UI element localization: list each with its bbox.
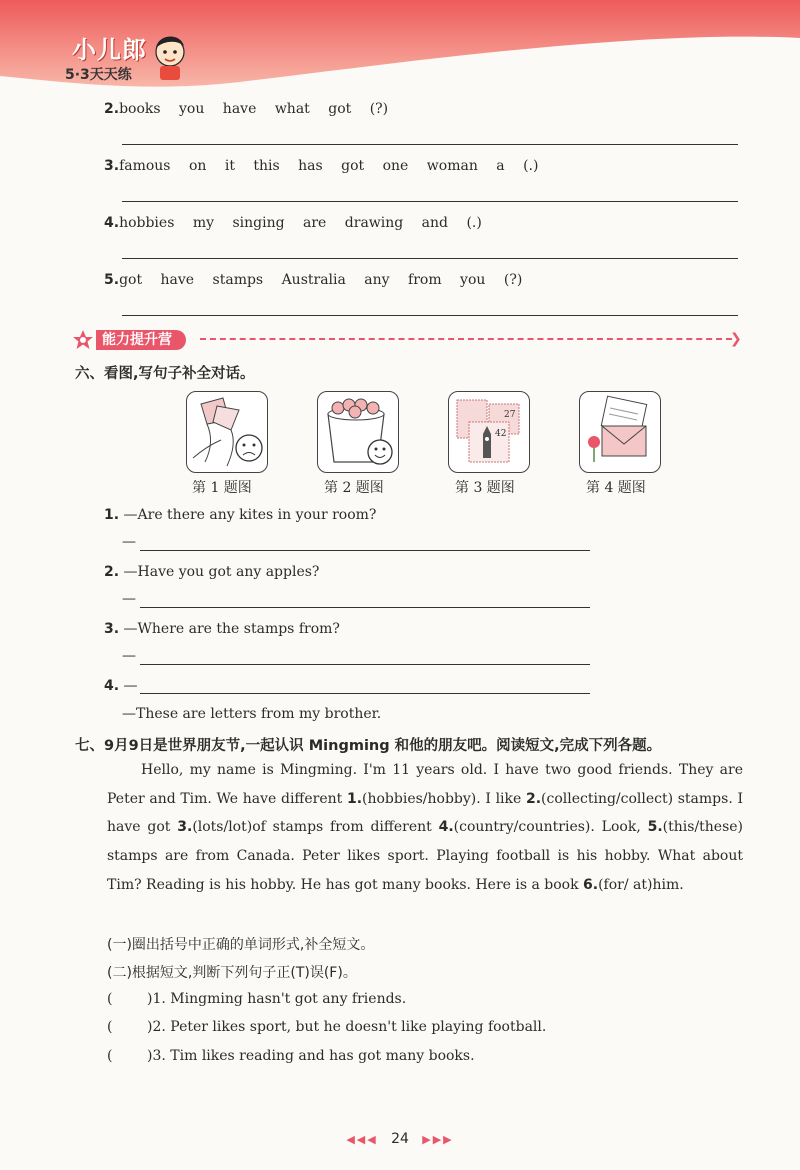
caption-2: 第 2 题图 [324, 480, 384, 496]
subtask-1: (一)圈出括号中正确的单词形式,补全短文。 [107, 937, 375, 953]
dialogue-1-question: 1. —Are there any kites in your room? [104, 507, 377, 523]
picture-kites [186, 391, 268, 473]
answer-line[interactable] [140, 693, 590, 694]
reorder-item-3: 3.famous on it this has got one woman a (.) [104, 158, 539, 174]
reorder-item-5: 5.got have stamps Australia any from you (?) [104, 272, 523, 288]
caption-4: 第 4 题图 [586, 480, 646, 496]
subtask-2: (二)根据短文,判断下列句子正(T)误(F)。 [107, 965, 357, 981]
answer-line[interactable] [122, 144, 738, 145]
section-divider [200, 338, 732, 340]
answer-line[interactable] [122, 258, 738, 259]
sad-face-icon [236, 435, 262, 461]
page-number: 24 [391, 1131, 409, 1147]
reading-passage: Hello, my name is Mingming. I'm 11 years old. I have two good friends. They are Peter and Tim. We have different 1.(hobbies/hobby). I like 2.(collecting/collect) stamps. I have got 3.(lots/lot)of stamps from different 4.(country/countries). Look, 5.(this/these) stamps are from Canada. Peter likes sport. Playing football is his hobby. What about Tim? Reading is his hobby. He has got many books. Here is a book 6.(for/ at)him. [107, 762, 744, 893]
page-header: 小儿郎 5·3天天练 [0, 0, 800, 90]
dialogue-3-answer-dash: — [122, 648, 136, 664]
mascot-icon [150, 30, 190, 82]
dialogue-2-answer-dash: — [122, 591, 136, 607]
dialogue-2-question: 2. —Have you got any apples? [104, 564, 320, 580]
prev-arrows-icon: ◀◀◀ [346, 1133, 378, 1146]
arrow-right-icon: ❯ [730, 331, 742, 347]
caption-1: 第 1 题图 [192, 480, 252, 496]
picture-letters [579, 391, 661, 473]
dialogue-4-question: 4. — [104, 678, 138, 694]
part6-heading: 六、看图,写句子补全对话。 [75, 366, 255, 382]
tf-item-3: ( )3. Tim likes reading and has got many books. [107, 1048, 475, 1064]
happy-face-icon [368, 440, 392, 464]
answer-line[interactable] [122, 315, 738, 316]
answer-line[interactable] [122, 201, 738, 202]
dialogue-3-question: 3. —Where are the stamps from? [104, 621, 340, 637]
picture-apples [317, 391, 399, 473]
answer-line[interactable] [140, 607, 590, 608]
next-arrows-icon: ▶▶▶ [422, 1133, 454, 1146]
dialogue-1-answer-dash: — [122, 534, 136, 550]
tf-item-2: ( )2. Peter likes sport, but he doesn't like playing football. [107, 1019, 547, 1035]
svg-text:27: 27 [504, 410, 516, 420]
answer-line[interactable] [140, 664, 590, 665]
picture-stamps [448, 391, 530, 473]
caption-3: 第 3 题图 [455, 480, 515, 496]
tf-item-1: ( )1. Mingming hasn't got any friends. [107, 991, 407, 1007]
answer-line[interactable] [140, 550, 590, 551]
dialogue-4-answer: —These are letters from my brother. [122, 706, 382, 722]
reorder-item-2: 2.books you have what got (?) [104, 101, 389, 117]
page-footer [0, 1131, 800, 1147]
reorder-item-4: 4.hobbies my singing are drawing and (.) [104, 215, 482, 231]
svg-text:42: 42 [495, 429, 507, 439]
part7-heading: 七、9月9日是世界朋友节,一起认识 Mingming 和他的朋友吧。阅读短文,完成下列各题。 [75, 738, 662, 754]
star-badge-icon [72, 329, 98, 351]
